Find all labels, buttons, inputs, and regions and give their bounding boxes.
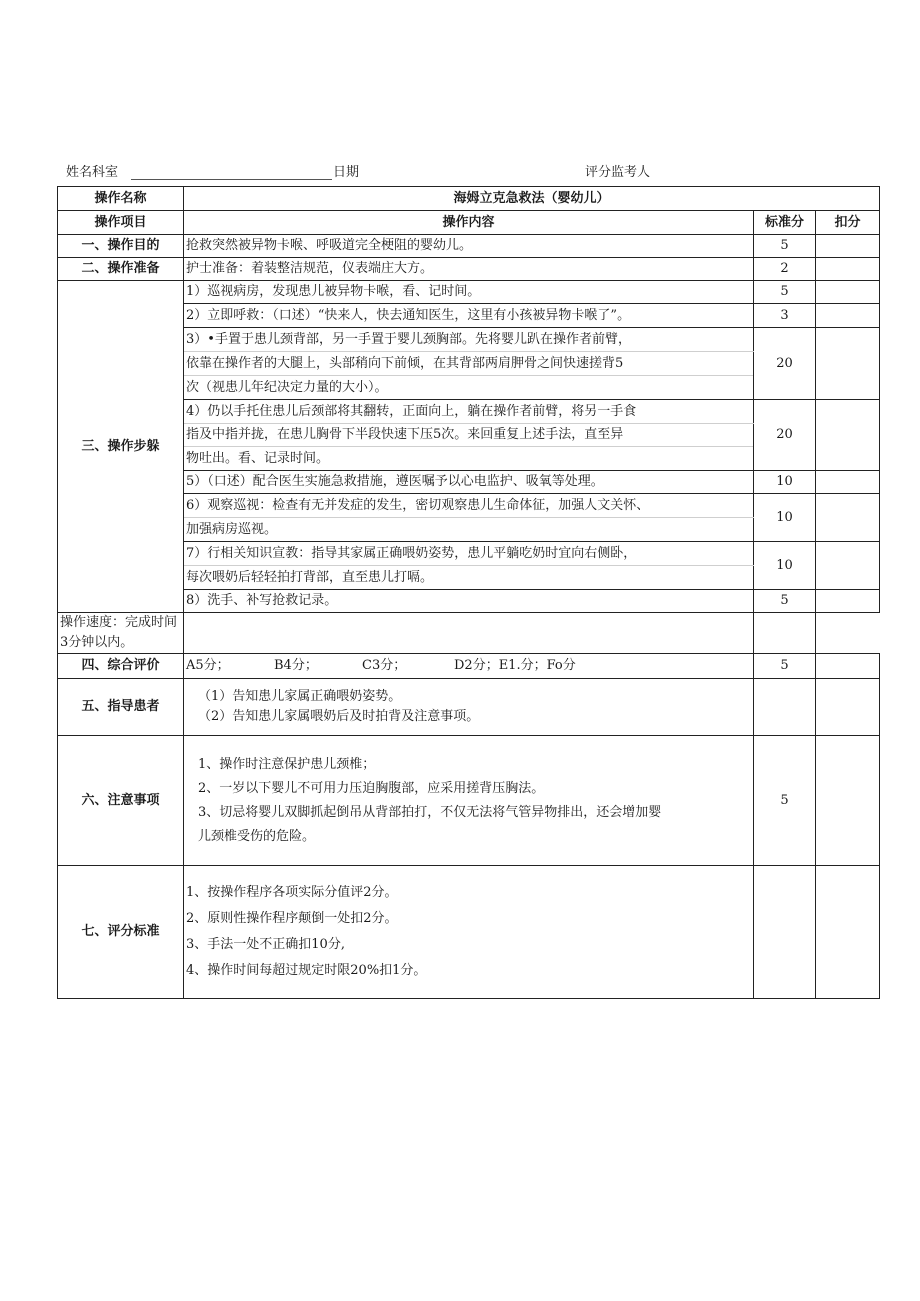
step-6-line-1: 6）观察巡视：检查有无并发症的发生，密切观察患儿生命体征，加强人文关怀、 (184, 494, 754, 518)
step-5-deduct-cell[interactable] (816, 471, 880, 494)
col-deduct-header: 扣分 (816, 211, 880, 235)
op-name-row (58, 187, 880, 211)
notes-row (58, 736, 880, 866)
preparation-content: 护士准备：着装整洁规范，仪表端庄大方。 (184, 258, 754, 281)
notes-line-4: 儿颈椎受伤的危险。 (198, 828, 316, 844)
step-8-score: 5 (754, 590, 816, 613)
speed-content: 操作速度：完成时间3分钟以内。 (58, 613, 184, 654)
step-2-score: 3 (754, 304, 816, 328)
col-content-header: 操作内容 (184, 211, 754, 235)
preparation-label: 二、操作准备 (58, 258, 184, 281)
op-name-value: 海姆立克急救法（婴幼儿） (184, 187, 880, 211)
scoring-table (57, 186, 880, 999)
op-name-label: 操作名称 (58, 187, 184, 211)
grade-b: B4分； (274, 658, 318, 673)
step-2-content: 2）立即呼救：（口述）“快来人，快去通知医生，这里有小孩被异物卡喉了”。 (184, 304, 754, 328)
criteria-line-4: 4、操作时间每超过规定时限20%扣1分。 (186, 963, 427, 978)
form-header (0, 164, 920, 184)
overall-content (184, 654, 754, 679)
preparation-score: 2 (754, 258, 816, 281)
column-header-row (58, 211, 880, 235)
step-7-deduct-cell[interactable] (816, 542, 880, 590)
step-row (58, 613, 880, 654)
guidance-score-cell (754, 679, 816, 736)
name-dept-blank[interactable] (131, 179, 332, 180)
purpose-label: 一、操作目的 (58, 235, 184, 258)
step-3-line-3: 次（视患儿年纪决定力量的大小）。 (184, 376, 754, 400)
col-score-header: 标准分 (754, 211, 816, 235)
step-5-score: 10 (754, 471, 816, 494)
overall-score: 5 (754, 654, 816, 679)
date-label: 日期 (333, 165, 360, 180)
notes-score: 5 (754, 736, 816, 866)
step-3-deduct-cell[interactable] (816, 328, 880, 400)
grade-a: A5分； (186, 658, 230, 673)
notes-line-1: 1、操作时注意保护患儿颈椎； (198, 756, 376, 772)
step-8-content: 8）洗手、补写抢救记录。 (184, 590, 754, 613)
overall-row (58, 654, 880, 679)
notes-content (184, 736, 754, 866)
steps-label: 三、操作步躲 (58, 281, 184, 613)
step-2-deduct-cell[interactable] (816, 304, 880, 328)
guidance-label: 五、指导患者 (58, 679, 184, 736)
notes-line-2: 2、一岁以下婴儿不可用力压迫胸腹部，应采用搓背压胸法。 (198, 780, 545, 796)
preparation-row (58, 258, 880, 281)
step-7-score: 10 (754, 542, 816, 590)
step-7-line-1: 7）行相关知识宣教：指导其家属正确喂奶姿势，患儿平躺吃奶时宜向右侧卧， (184, 542, 754, 566)
name-dept-label: 姓名科室 (66, 165, 119, 180)
step-6-line-2: 加强病房巡视。 (184, 518, 754, 542)
step-4-line-1: 4）仍以手托住患儿后颈部将其翻转，正面向上，躺在操作者前臂，将另一手食 (184, 400, 754, 424)
step-5-content: 5）（口述）配合医生实施急救措施，遵医嘱予以心电监护、吸氧等处理。 (184, 471, 754, 494)
step-8-deduct-cell[interactable] (816, 590, 880, 613)
step-3-line-2: 依靠在操作者的大腿上，头部稍向下前倾，在其背部两肩胛骨之间快速搓背5 (184, 352, 754, 376)
examiner-label: 评分监考人 (585, 165, 651, 180)
step-4-deduct-cell[interactable] (816, 400, 880, 471)
criteria-deduct-cell[interactable] (816, 866, 880, 999)
purpose-deduct-cell[interactable] (816, 235, 880, 258)
criteria-content (184, 866, 754, 999)
step-1-score: 5 (754, 281, 816, 304)
overall-label: 四、综合评价 (58, 654, 184, 679)
criteria-label: 七、评分标准 (58, 866, 184, 999)
grade-c: C3分； (362, 658, 407, 673)
speed-deduct-cell[interactable] (754, 613, 816, 654)
overall-deduct-cell[interactable] (816, 654, 880, 679)
guidance-row (58, 679, 880, 736)
criteria-line-3: 3、手法一处不正确扣10分, (186, 937, 345, 952)
purpose-content: 抢救突然被异物卡喉、呼吸道完全梗阻的婴幼儿。 (184, 235, 754, 258)
step-7-line-2: 每次喂奶后轻轻拍打背部，直至患儿打嗝。 (184, 566, 754, 590)
guidance-line-1: （1）告知患儿家属正确喂奶姿势。 (198, 689, 402, 704)
guidance-deduct-cell[interactable] (816, 679, 880, 736)
criteria-score-cell (754, 866, 816, 999)
notes-line-3: 3、切忌将婴儿双脚抓起倒吊从背部拍打，不仅无法将气管异物排出，还会增加婴 (198, 804, 662, 820)
notes-deduct-cell[interactable] (816, 736, 880, 866)
purpose-score: 5 (754, 235, 816, 258)
speed-score-cell (184, 613, 754, 654)
step-6-deduct-cell[interactable] (816, 494, 880, 542)
step-1-content: 1）巡视病房，发现患儿被异物卡喉，看、记时间。 (184, 281, 754, 304)
step-4-score: 20 (754, 400, 816, 471)
step-4-line-2: 指及中指并拢，在患儿胸骨下半段快速下压5次。来回重复上述手法，直至异 (184, 424, 754, 447)
step-row (58, 281, 880, 304)
criteria-line-1: 1、按操作程序各项实际分值评2分。 (186, 885, 398, 900)
notes-label: 六、注意事项 (58, 736, 184, 866)
step-3-score: 20 (754, 328, 816, 400)
step-6-score: 10 (754, 494, 816, 542)
guidance-content (184, 679, 754, 736)
col-item-header: 操作项目 (58, 211, 184, 235)
criteria-row (58, 866, 880, 999)
preparation-deduct-cell[interactable] (816, 258, 880, 281)
purpose-row (58, 235, 880, 258)
criteria-line-2: 2、原则性操作程序颠倒一处扣2分。 (186, 911, 398, 926)
step-3-line-1: 3）•手置于患儿颈背部，另一手置于婴儿颈胸部。先将婴儿趴在操作者前臂， (184, 328, 754, 352)
step-4-line-3: 物吐出。看、记录时间。 (184, 447, 754, 471)
grade-d-f: D2分；E1.分；Fo分 (454, 658, 576, 673)
step-1-deduct-cell[interactable] (816, 281, 880, 304)
guidance-line-2: （2）告知患儿家属喂奶后及时拍背及注意事项。 (198, 709, 480, 724)
